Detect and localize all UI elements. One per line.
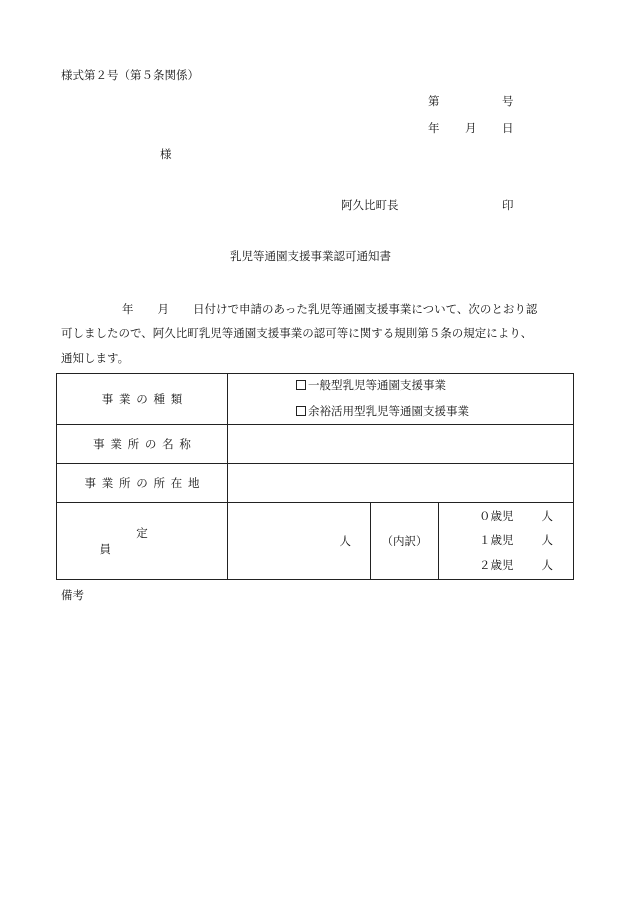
- body-year: 年: [122, 302, 134, 316]
- business-type-label: 事業の種類: [57, 374, 228, 425]
- addressee-suffix: 様: [160, 147, 172, 161]
- business-type-options: [228, 374, 574, 425]
- office-name-field[interactable]: [228, 425, 574, 464]
- breakdown-label: （内訳）: [371, 503, 439, 580]
- capacity-total-field[interactable]: 人: [228, 503, 371, 580]
- age-row[interactable]: ２歳児 人: [479, 557, 554, 572]
- body-month: 月: [157, 302, 169, 316]
- document-title: 乳児等通園支援事業認可通知書: [230, 249, 391, 263]
- row-capacity: [57, 503, 574, 580]
- age-row[interactable]: ０歳児 人: [479, 508, 554, 523]
- date-year: 年: [428, 121, 440, 135]
- row-business-type: [57, 374, 574, 425]
- issuer-name: 阿久比町長: [341, 198, 399, 212]
- row-office-name: [57, 425, 574, 464]
- form-number: 様式第２号（第５条関係）: [61, 68, 199, 82]
- office-address-label: 事業所の所在地: [57, 464, 228, 503]
- body-line-3: 通知します。: [61, 351, 130, 365]
- doc-number-dai: 第: [428, 94, 440, 108]
- body-line-2: 可しましたので、阿久比町乳児等通園支援事業の認可等に関する規則第５条の規定により、: [61, 326, 533, 340]
- checkbox-icon[interactable]: [296, 380, 306, 390]
- office-address-field[interactable]: [228, 464, 574, 503]
- date-day: 日: [502, 121, 514, 135]
- option-surplus[interactable]: 余裕活用型乳児等通園支援事業: [296, 406, 573, 418]
- body-line-1-text: 日付けで申請のあった乳児等通園支援事業について、次のとおり認: [193, 302, 538, 316]
- age-row[interactable]: １歳児 人: [479, 533, 554, 548]
- doc-number-go: 号: [502, 94, 514, 108]
- option-general[interactable]: 一般型乳児等通園支援事業: [296, 380, 573, 392]
- details-table: [56, 373, 574, 580]
- age-breakdown: [439, 503, 574, 580]
- issuer-seal: 印: [502, 198, 514, 212]
- row-office-address: [57, 464, 574, 503]
- body-line-1: [61, 304, 537, 316]
- remarks-label: 備考: [61, 588, 84, 602]
- checkbox-icon[interactable]: [296, 406, 306, 416]
- office-name-label: 事業所の名称: [57, 425, 228, 464]
- date-month: 月: [465, 121, 477, 135]
- capacity-label: 定員: [57, 503, 228, 580]
